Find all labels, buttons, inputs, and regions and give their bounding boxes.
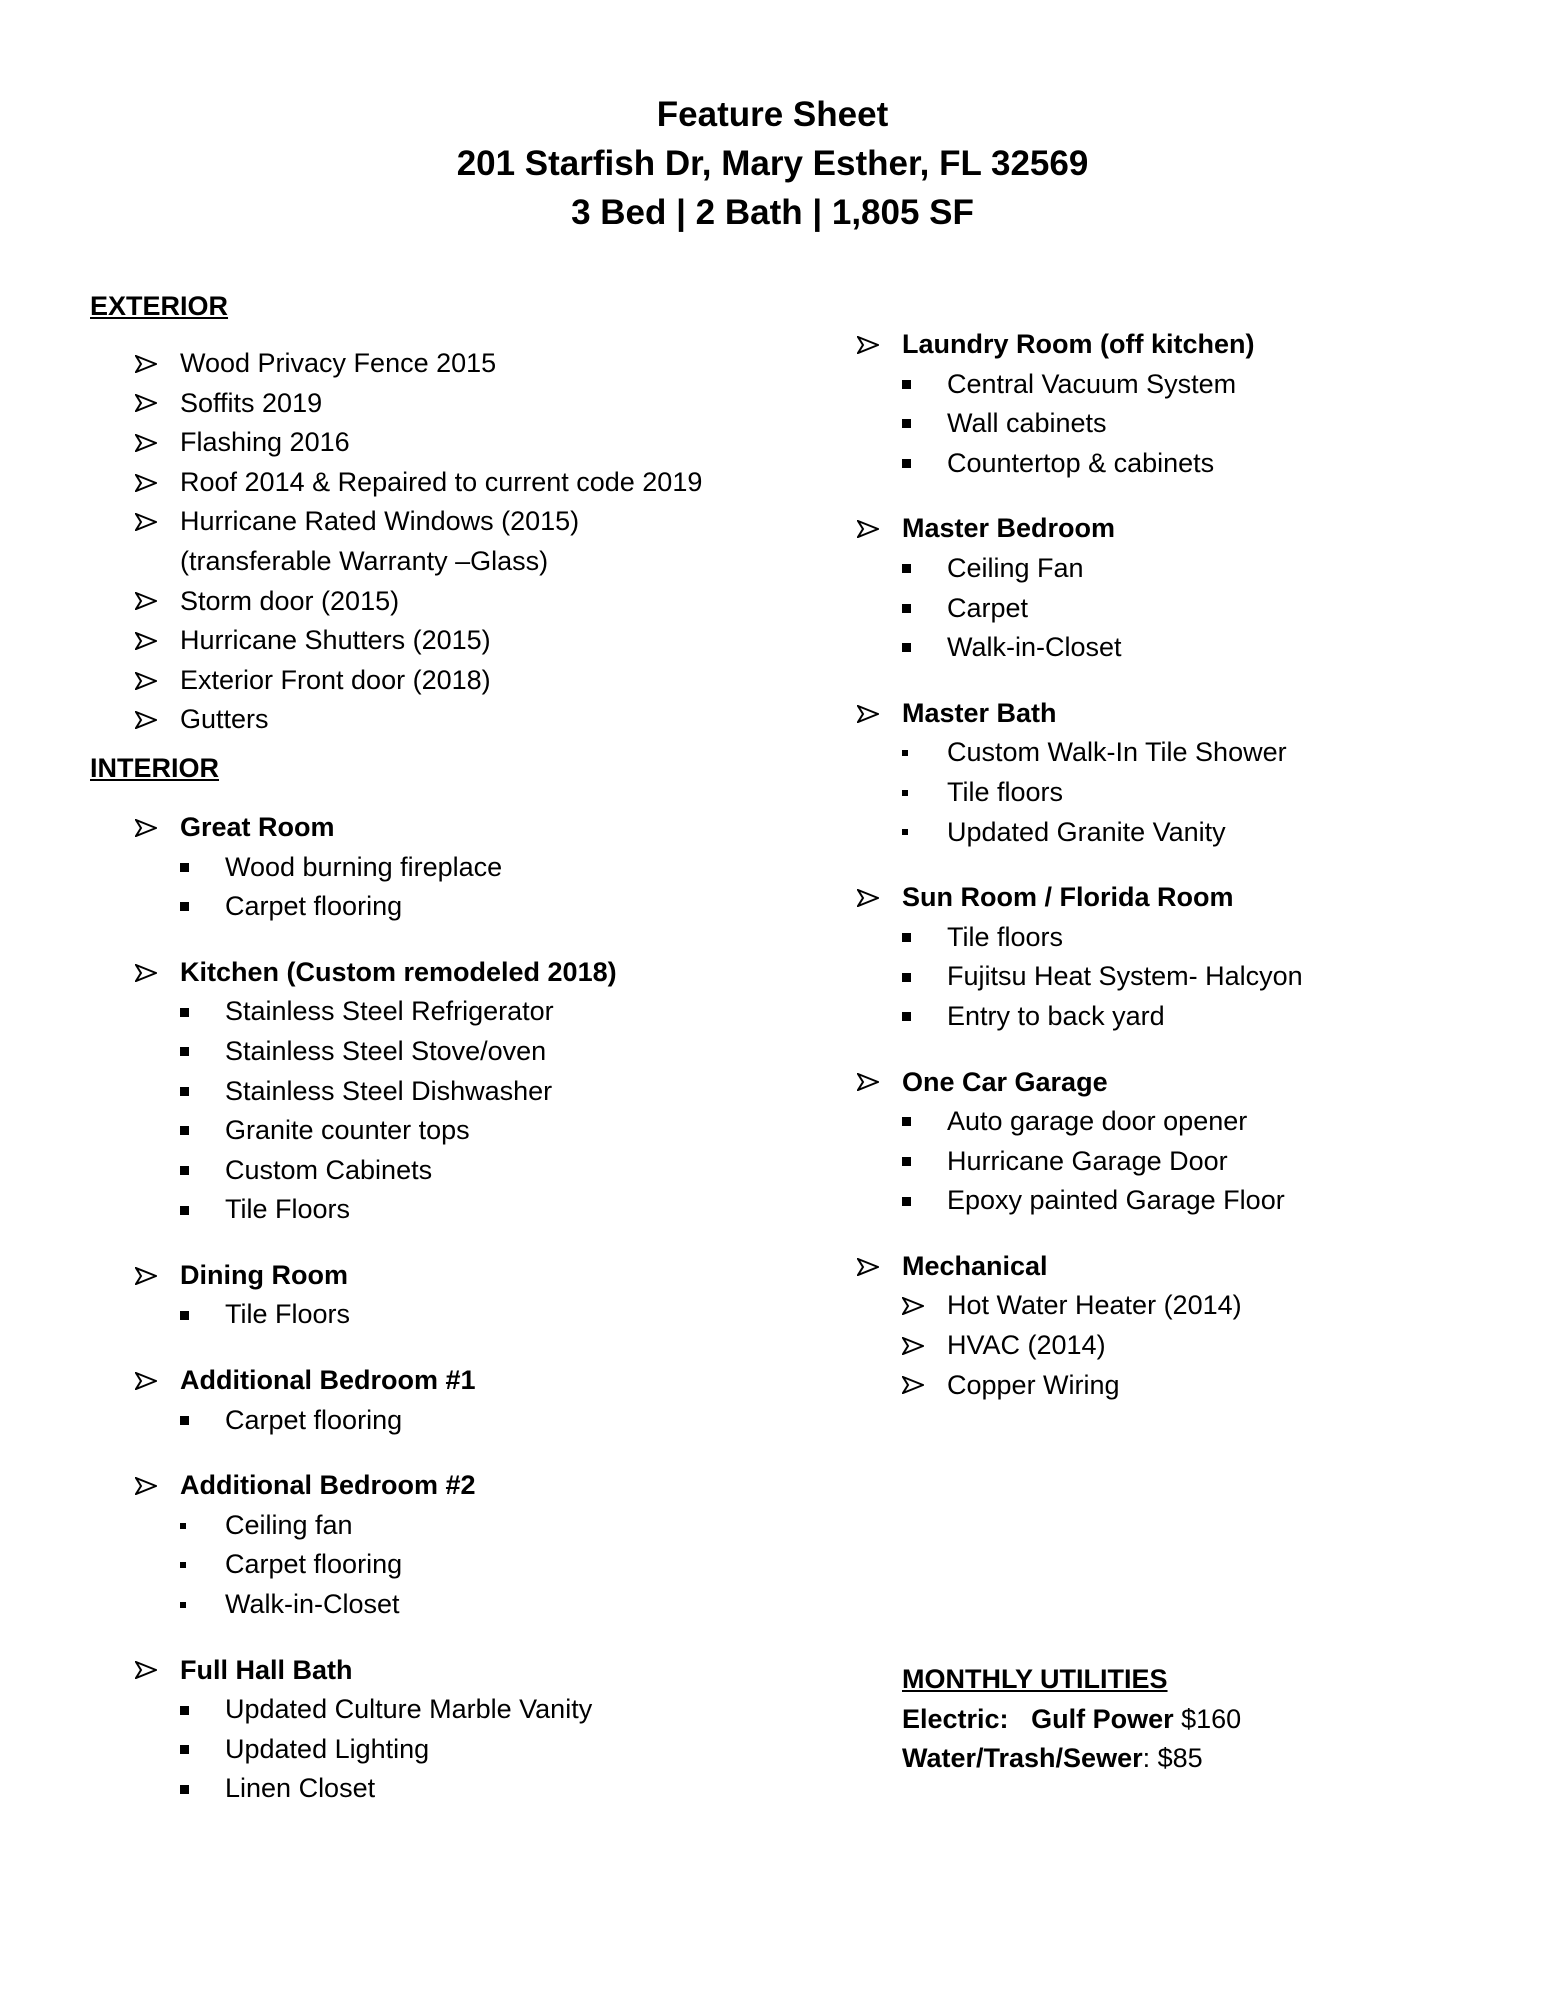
arrow-bullet-icon (135, 582, 165, 622)
list-item: HVAC (2014) (857, 1326, 1497, 1366)
square-bullet-icon (180, 1730, 200, 1770)
feature-group-list (90, 1256, 790, 1335)
list-item: Countertop & cabinets (857, 444, 1497, 484)
feature-group-title: Additional Bedroom #2 (90, 1466, 790, 1506)
water-line (902, 1739, 1462, 1779)
feature-group-title: Laundry Room (off kitchen) (857, 325, 1497, 365)
feature-group-title: One Car Garage (857, 1063, 1497, 1103)
list-item: Ceiling Fan (857, 549, 1497, 589)
list-item: Hurricane Garage Door (857, 1142, 1497, 1182)
property-specs: 3 Bed | 2 Bath | 1,805 SF (571, 193, 974, 232)
list-item: Storm door (2015) (90, 582, 790, 622)
electric-amount: $160 (1181, 1703, 1242, 1734)
feature-group-list (857, 878, 1497, 1036)
square-bullet-icon (902, 997, 922, 1037)
list-item: Gutters (90, 700, 790, 740)
water-label: Water/Trash/Sewer (902, 1743, 1143, 1774)
list-item: Soffits 2019 (90, 384, 790, 424)
list-item: Flashing 2016 (90, 423, 790, 463)
square-bullet-icon (902, 365, 922, 405)
feature-group-title: Kitchen (Custom remodeled 2018) (90, 953, 790, 993)
square-bullet-icon (180, 1295, 200, 1335)
square-bullet-icon (902, 1142, 922, 1182)
list-item: Stainless Steel Refrigerator (90, 992, 790, 1032)
list-item: Wood Privacy Fence 2015 (90, 344, 790, 384)
document-header (0, 90, 1545, 237)
arrow-bullet-icon (135, 621, 165, 661)
square-bullet-icon (180, 1190, 200, 1230)
square-bullet-icon (180, 1506, 200, 1546)
feature-group (857, 1247, 1497, 1405)
electric-line (902, 1700, 1462, 1740)
square-bullet-icon (902, 773, 922, 813)
square-bullet-icon (180, 848, 200, 888)
square-bullet-icon (180, 1151, 200, 1191)
square-bullet-icon (180, 887, 200, 927)
list-item: Ceiling fan (90, 1506, 790, 1546)
arrow-bullet-icon (857, 1063, 887, 1103)
feature-group-title: Mechanical (857, 1247, 1497, 1287)
exterior-heading: EXTERIOR (90, 291, 229, 321)
list-item: Exterior Front door (2018) (90, 661, 790, 701)
square-bullet-icon (902, 549, 922, 589)
feature-group-list (857, 1247, 1497, 1405)
list-item: Stainless Steel Stove/oven (90, 1032, 790, 1072)
list-item: Wall cabinets (857, 404, 1497, 444)
feature-group-title: Master Bedroom (857, 509, 1497, 549)
feature-group (857, 1063, 1497, 1221)
feature-group-title: Great Room (90, 808, 790, 848)
arrow-bullet-icon (902, 1366, 932, 1406)
list-item: Stainless Steel Dishwasher (90, 1072, 790, 1112)
feature-group-title: Master Bath (857, 694, 1497, 734)
list-item: Tile floors (857, 773, 1497, 813)
list-item: Fujitsu Heat System- Halcyon (857, 957, 1497, 997)
arrow-bullet-icon (135, 1651, 165, 1691)
square-bullet-icon (902, 589, 922, 629)
feature-group (90, 808, 790, 927)
list-item: Hurricane Rated Windows (2015) (transferable Warranty –Glass) (90, 502, 790, 581)
feature-group-list (857, 509, 1497, 667)
square-bullet-icon (180, 1690, 200, 1730)
list-item: Hot Water Heater (2014) (857, 1286, 1497, 1326)
utilities-heading: MONTHLY UTILITIES (902, 1664, 1168, 1694)
feature-group-title: Dining Room (90, 1256, 790, 1296)
feature-group (90, 953, 790, 1230)
feature-group-title: Additional Bedroom #1 (90, 1361, 790, 1401)
list-item: Updated Granite Vanity (857, 813, 1497, 853)
list-item: Entry to back yard (857, 997, 1497, 1037)
arrow-bullet-icon (135, 808, 165, 848)
square-bullet-icon (180, 1401, 200, 1441)
list-item: Wood burning fireplace (90, 848, 790, 888)
arrow-bullet-icon (135, 700, 165, 740)
list-item: Hurricane Shutters (2015) (90, 621, 790, 661)
feature-group-title: Full Hall Bath (90, 1651, 790, 1691)
square-bullet-icon (180, 1032, 200, 1072)
square-bullet-icon (902, 918, 922, 958)
arrow-bullet-icon (857, 509, 887, 549)
square-bullet-icon (902, 1181, 922, 1221)
feature-group (90, 1651, 790, 1809)
right-column (857, 325, 1497, 1431)
list-item: Updated Culture Marble Vanity (90, 1690, 790, 1730)
electric-provider: Gulf Power (1031, 1703, 1174, 1734)
square-bullet-icon (902, 813, 922, 853)
feature-group-list (90, 808, 790, 927)
arrow-bullet-icon (135, 1361, 165, 1401)
monthly-utilities (902, 1660, 1462, 1779)
arrow-bullet-icon (135, 1466, 165, 1506)
list-item: Carpet (857, 589, 1497, 629)
list-item: Linen Closet (90, 1769, 790, 1809)
interior-heading: INTERIOR (90, 752, 220, 783)
feature-group-list (90, 953, 790, 1230)
list-item: Carpet flooring (90, 887, 790, 927)
list-item: Central Vacuum System (857, 365, 1497, 405)
left-column (90, 286, 790, 1835)
feature-group-list (857, 325, 1497, 483)
square-bullet-icon (180, 1585, 200, 1625)
list-item: Walk-in-Closet (857, 628, 1497, 668)
arrow-bullet-icon (857, 325, 887, 365)
feature-group (857, 325, 1497, 483)
feature-group-list (857, 694, 1497, 852)
feature-group-title: Sun Room / Florida Room (857, 878, 1497, 918)
property-address: 201 Starfish Dr, Mary Esther, FL 32569 (456, 144, 1089, 183)
feature-group-list (90, 1651, 790, 1809)
list-item: Roof 2014 & Repaired to current code 2019 (90, 463, 790, 503)
list-item: Carpet flooring (90, 1401, 790, 1441)
square-bullet-icon (902, 733, 922, 773)
square-bullet-icon (902, 957, 922, 997)
feature-group-list (90, 1361, 790, 1440)
feature-group (90, 1466, 790, 1624)
square-bullet-icon (902, 628, 922, 668)
square-bullet-icon (180, 1769, 200, 1809)
arrow-bullet-icon (135, 502, 165, 542)
arrow-bullet-icon (135, 1256, 165, 1296)
arrow-bullet-icon (135, 423, 165, 463)
feature-group (857, 694, 1497, 852)
square-bullet-icon (902, 444, 922, 484)
feature-group-list (857, 1063, 1497, 1221)
square-bullet-icon (180, 1111, 200, 1151)
square-bullet-icon (180, 992, 200, 1032)
arrow-bullet-icon (135, 661, 165, 701)
arrow-bullet-icon (135, 344, 165, 384)
arrow-bullet-icon (135, 384, 165, 424)
arrow-bullet-icon (135, 953, 165, 993)
list-item: Granite counter tops (90, 1111, 790, 1151)
list-item: Custom Cabinets (90, 1151, 790, 1191)
list-item: Carpet flooring (90, 1545, 790, 1585)
exterior-list (90, 344, 790, 740)
right-groups (857, 325, 1497, 1405)
arrow-bullet-icon (902, 1286, 932, 1326)
water-amount: : $85 (1142, 1743, 1203, 1774)
arrow-bullet-icon (135, 463, 165, 503)
feature-group (857, 878, 1497, 1036)
square-bullet-icon (180, 1072, 200, 1112)
list-item: Updated Lighting (90, 1730, 790, 1770)
arrow-bullet-icon (857, 694, 887, 734)
arrow-bullet-icon (902, 1326, 932, 1366)
list-item: Custom Walk-In Tile Shower (857, 733, 1497, 773)
list-item: Tile Floors (90, 1295, 790, 1335)
document-title: Feature Sheet (656, 95, 889, 134)
list-item: Tile floors (857, 918, 1497, 958)
square-bullet-icon (902, 1102, 922, 1142)
arrow-bullet-icon (857, 1247, 887, 1287)
feature-group-list (90, 1466, 790, 1624)
electric-label: Electric: (902, 1703, 1009, 1734)
list-item: Epoxy painted Garage Floor (857, 1181, 1497, 1221)
arrow-bullet-icon (857, 878, 887, 918)
list-item: Walk-in-Closet (90, 1585, 790, 1625)
interior-groups (90, 808, 790, 1809)
list-item: Copper Wiring (857, 1366, 1497, 1406)
square-bullet-icon (180, 1545, 200, 1585)
feature-group (90, 1361, 790, 1440)
feature-group (90, 1256, 790, 1335)
list-item: Auto garage door opener (857, 1102, 1497, 1142)
feature-group (857, 509, 1497, 667)
list-item: Tile Floors (90, 1190, 790, 1230)
square-bullet-icon (902, 404, 922, 444)
